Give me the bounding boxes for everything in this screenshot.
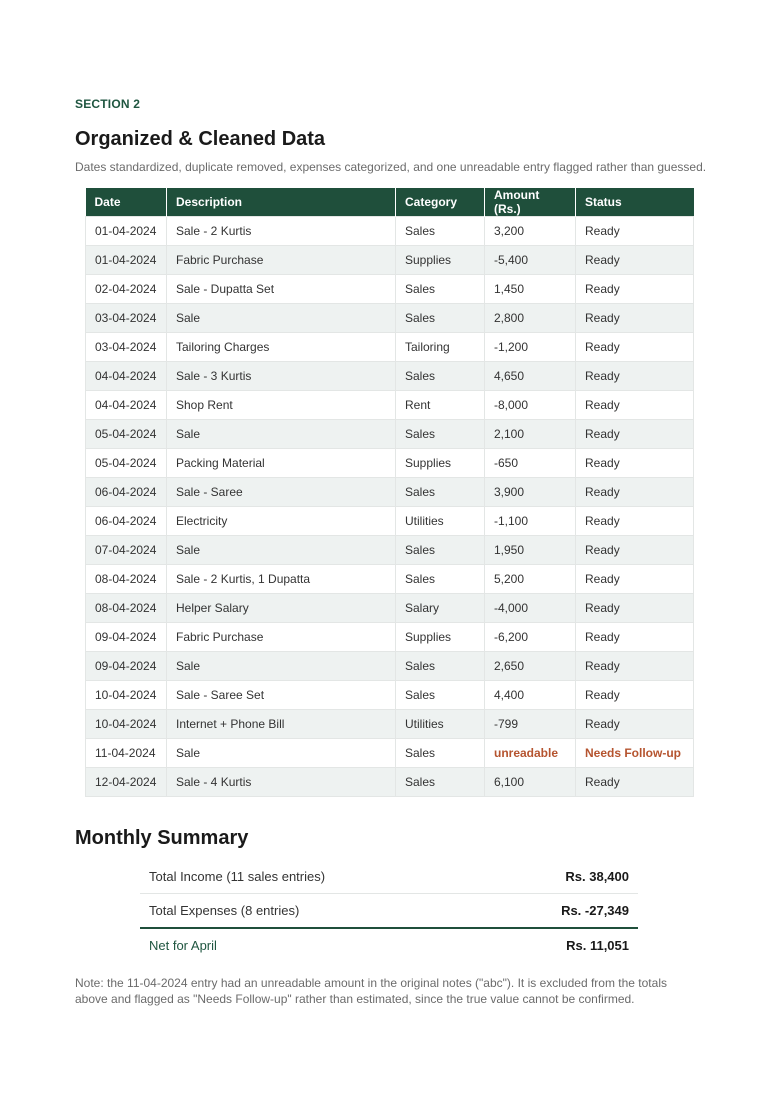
description-cell: Sale - 2 Kurtis, 1 Dupatta: [167, 565, 396, 594]
description-cell: Helper Salary: [167, 594, 396, 623]
table-row: [86, 623, 694, 652]
status-cell: Ready: [576, 275, 694, 304]
description-cell: Sale - 2 Kurtis: [167, 217, 396, 246]
date-cell: 07-04-2024: [86, 536, 167, 565]
date-cell: 04-04-2024: [86, 362, 167, 391]
date-cell: 05-04-2024: [86, 420, 167, 449]
date-cell: 10-04-2024: [86, 710, 167, 739]
table-row: [86, 710, 694, 739]
summary-income-row: [140, 860, 638, 894]
category-cell: Tailoring: [396, 333, 485, 362]
summary-title: Monthly Summary: [75, 827, 249, 849]
category-cell: Rent: [396, 391, 485, 420]
amount-cell: -6,200: [485, 623, 576, 652]
cleaned-data-table: [85, 188, 694, 797]
category-cell: Sales: [396, 652, 485, 681]
amount-cell: -5,400: [485, 246, 576, 275]
date-cell: 08-04-2024: [86, 565, 167, 594]
status-cell: Ready: [576, 391, 694, 420]
amount-cell: -799: [485, 710, 576, 739]
date-cell: 11-04-2024: [86, 739, 167, 768]
date-cell: 12-04-2024: [86, 768, 167, 797]
status-cell: Ready: [576, 710, 694, 739]
amount-cell: 1,950: [485, 536, 576, 565]
description-cell: Sale: [167, 420, 396, 449]
category-cell: Sales: [396, 478, 485, 507]
date-cell: 02-04-2024: [86, 275, 167, 304]
category-cell: Utilities: [396, 507, 485, 536]
description-cell: Tailoring Charges: [167, 333, 396, 362]
category-cell: Sales: [396, 217, 485, 246]
header-description: Description: [167, 188, 396, 217]
income-value: Rs. 38,400: [565, 869, 629, 884]
status-cell: Ready: [576, 420, 694, 449]
table-row: [86, 333, 694, 362]
amount-cell: 5,200: [485, 565, 576, 594]
category-cell: Supplies: [396, 246, 485, 275]
status-cell: Ready: [576, 478, 694, 507]
summary-expenses-row: [140, 894, 638, 929]
date-cell: 10-04-2024: [86, 681, 167, 710]
table-header-row: [86, 188, 694, 217]
category-cell: Sales: [396, 681, 485, 710]
amount-cell: 6,100: [485, 768, 576, 797]
category-cell: Sales: [396, 304, 485, 333]
status-cell: Ready: [576, 594, 694, 623]
category-cell: Sales: [396, 565, 485, 594]
header-status: Status: [576, 188, 694, 217]
status-cell: Ready: [576, 362, 694, 391]
table-row: [86, 391, 694, 420]
monthly-summary: [140, 860, 638, 962]
date-cell: 01-04-2024: [86, 217, 167, 246]
status-cell: Ready: [576, 246, 694, 275]
date-cell: 05-04-2024: [86, 449, 167, 478]
description-cell: Internet + Phone Bill: [167, 710, 396, 739]
amount-cell: unreadable: [485, 739, 576, 768]
amount-cell: 4,400: [485, 681, 576, 710]
table-row: [86, 449, 694, 478]
description-cell: Sale: [167, 652, 396, 681]
table-row: [86, 536, 694, 565]
status-cell: Ready: [576, 768, 694, 797]
header-amount: Amount (Rs.): [485, 188, 576, 217]
description-cell: Packing Material: [167, 449, 396, 478]
date-cell: 03-04-2024: [86, 304, 167, 333]
category-cell: Sales: [396, 362, 485, 391]
expenses-value: Rs. -27,349: [561, 903, 629, 918]
description-cell: Electricity: [167, 507, 396, 536]
amount-cell: 3,900: [485, 478, 576, 507]
page-subtitle: Dates standardized, duplicate removed, expenses categorized, and one unreadable entry flagged rather than guessed.: [75, 160, 707, 174]
table-row: [86, 739, 694, 768]
description-cell: Sale - 3 Kurtis: [167, 362, 396, 391]
table-row: [86, 304, 694, 333]
description-cell: Sale: [167, 304, 396, 333]
table-row: [86, 507, 694, 536]
status-cell: Ready: [576, 449, 694, 478]
category-cell: Sales: [396, 420, 485, 449]
status-cell: Ready: [576, 304, 694, 333]
footnote: Note: the 11-04-2024 entry had an unreadable amount in the original notes ("abc"). It is excluded from the totals above and flagged as "Needs Follow-up" rather than estimated, since the true value cannot be confirmed.: [75, 976, 667, 1006]
expenses-label: Total Expenses (8 entries): [149, 903, 300, 918]
status-cell: Ready: [576, 217, 694, 246]
amount-cell: 2,800: [485, 304, 576, 333]
status-cell: Ready: [576, 536, 694, 565]
date-cell: 09-04-2024: [86, 652, 167, 681]
category-cell: Salary: [396, 594, 485, 623]
status-cell: Ready: [576, 652, 694, 681]
description-cell: Shop Rent: [167, 391, 396, 420]
table-row: [86, 420, 694, 449]
description-cell: Sale - Dupatta Set: [167, 275, 396, 304]
table-row: [86, 768, 694, 797]
amount-cell: -1,100: [485, 507, 576, 536]
status-cell: Ready: [576, 623, 694, 652]
status-cell: Ready: [576, 681, 694, 710]
amount-cell: 2,650: [485, 652, 576, 681]
amount-cell: -1,200: [485, 333, 576, 362]
category-cell: Supplies: [396, 449, 485, 478]
income-label: Total Income (11 sales entries): [149, 869, 326, 884]
category-cell: Sales: [396, 739, 485, 768]
date-cell: 01-04-2024: [86, 246, 167, 275]
status-cell: Ready: [576, 333, 694, 362]
table-body: [86, 217, 694, 797]
category-cell: Sales: [396, 275, 485, 304]
summary-net-row: [140, 929, 638, 962]
category-cell: Sales: [396, 768, 485, 797]
date-cell: 04-04-2024: [86, 391, 167, 420]
table-row: [86, 652, 694, 681]
description-cell: Fabric Purchase: [167, 246, 396, 275]
page-title: Organized & Cleaned Data: [75, 128, 326, 150]
status-cell: Needs Follow-up: [576, 739, 694, 768]
net-label: Net for April: [149, 938, 217, 953]
date-cell: 06-04-2024: [86, 478, 167, 507]
table-row: [86, 362, 694, 391]
table-row: [86, 565, 694, 594]
date-cell: 08-04-2024: [86, 594, 167, 623]
description-cell: Sale - 4 Kurtis: [167, 768, 396, 797]
category-cell: Utilities: [396, 710, 485, 739]
header-category: Category: [396, 188, 485, 217]
date-cell: 09-04-2024: [86, 623, 167, 652]
amount-cell: 1,450: [485, 275, 576, 304]
category-cell: Supplies: [396, 623, 485, 652]
amount-cell: -8,000: [485, 391, 576, 420]
table-row: [86, 594, 694, 623]
table-row: [86, 217, 694, 246]
amount-cell: 4,650: [485, 362, 576, 391]
amount-cell: -650: [485, 449, 576, 478]
description-cell: Sale - Saree: [167, 478, 396, 507]
amount-cell: 2,100: [485, 420, 576, 449]
table-row: [86, 246, 694, 275]
table-row: [86, 681, 694, 710]
description-cell: Sale: [167, 739, 396, 768]
date-cell: 06-04-2024: [86, 507, 167, 536]
table-row: [86, 275, 694, 304]
category-cell: Sales: [396, 536, 485, 565]
amount-cell: 3,200: [485, 217, 576, 246]
status-cell: Ready: [576, 507, 694, 536]
date-cell: 03-04-2024: [86, 333, 167, 362]
table-row: [86, 478, 694, 507]
description-cell: Sale - Saree Set: [167, 681, 396, 710]
section-label: SECTION 2: [75, 97, 141, 111]
header-date: Date: [86, 188, 167, 217]
amount-cell: -4,000: [485, 594, 576, 623]
description-cell: Fabric Purchase: [167, 623, 396, 652]
net-value: Rs. 11,051: [566, 938, 629, 953]
description-cell: Sale: [167, 536, 396, 565]
status-cell: Ready: [576, 565, 694, 594]
